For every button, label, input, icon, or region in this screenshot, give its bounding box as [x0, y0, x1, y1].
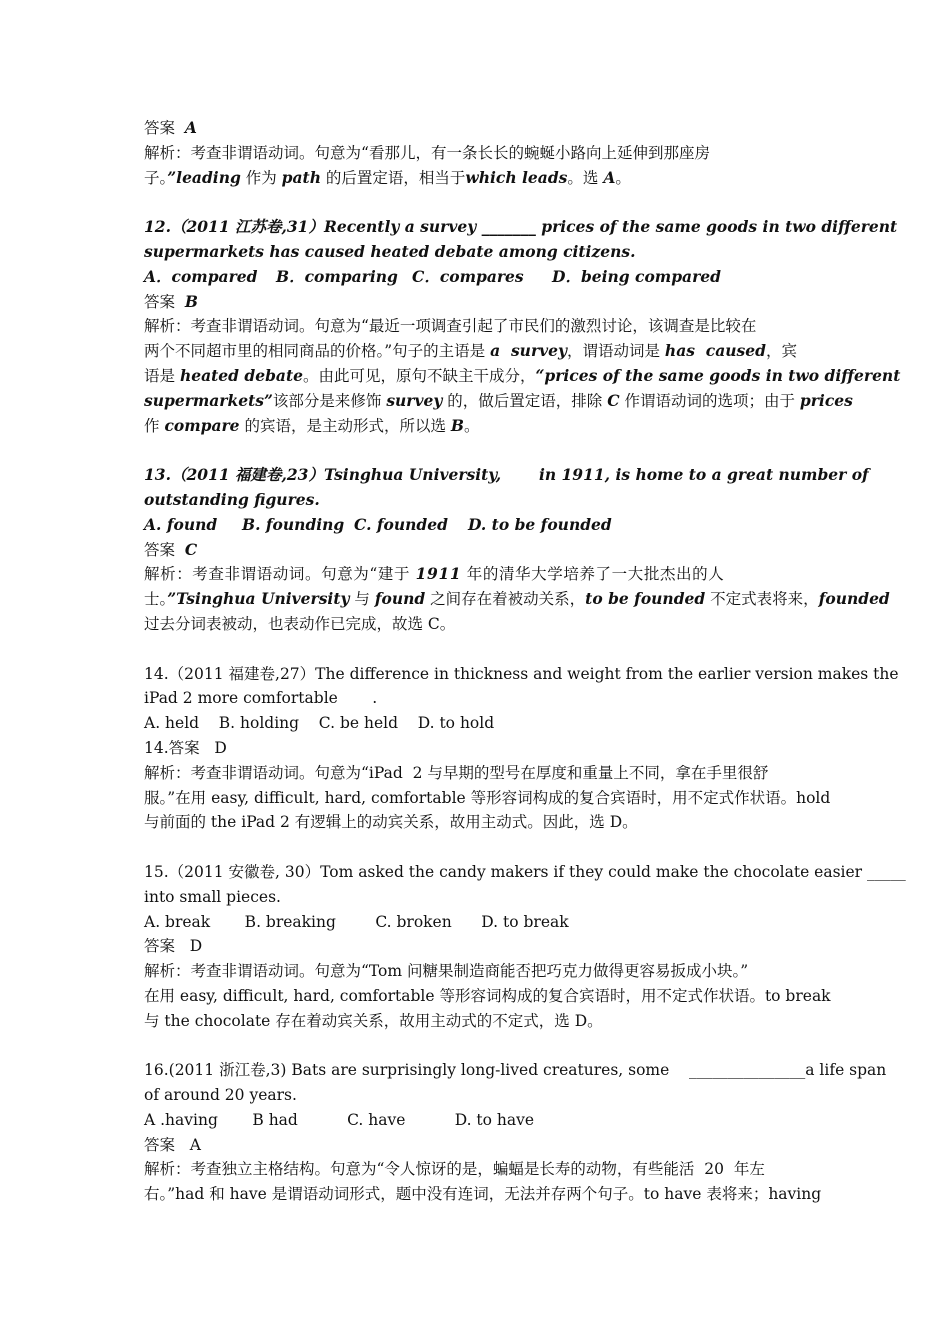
question-stem: outstanding figures.: [144, 489, 320, 509]
analysis-line: 过去分词表被动，也表动作已完成，故选 C。: [144, 614, 456, 633]
options-line: A. held B. holding C. be held D. to hold: [144, 714, 495, 733]
analysis-line: 作 compare 的宾语，是主动形式，所以选 B。: [144, 415, 480, 435]
analysis-line: 在用 easy, difficult, hard, comfortable 等形容词构成的复合宾语时，用不定式作状语。to break: [144, 986, 831, 1005]
question-stem: supermarkets has caused heated debate among citizens.: [144, 241, 636, 261]
analysis-line: 语是 heated debate。由此可见，原句不缺主干成分，“prices of the same goods in two different: [144, 365, 901, 385]
analysis-line: 子。”leading 作为 path 的后置定语，相当于which leads。选 A。: [144, 167, 631, 187]
analysis-line: 右。”had 和 have 是谓语动词形式，题中没有连词，无法并存两个句子。to have 表将来；having: [144, 1185, 822, 1204]
answer-line: 答案 A: [144, 118, 197, 137]
analysis-line: 士。”Tsinghua University 与 found 之间存在着被动关系，to be founded 不定式表将来，founded: [144, 589, 890, 609]
analysis-line: 解析：考查非谓语动词。句意为“看那儿，有一条长长的蜿蜒小路向上延伸到那座房: [144, 143, 710, 162]
question-stem: 12.（2011 江苏卷,31）Recently a survey _______ prices of the same goods in two different: [144, 217, 898, 237]
analysis-line: 与 the chocolate 存在着动宾关系，故用主动式的不定式，选 D。: [144, 1011, 603, 1030]
analysis-line: 服。”在用 easy, difficult, hard, comfortable 等形容词构成的复合宾语时，用不定式作状语。hold: [144, 788, 831, 807]
question-stem: 13.（2011 福建卷,23）Tsinghua University, in 1911, is home to a great number of: [144, 465, 869, 485]
analysis-line: 解析：考查非谓语动词。句意为“建于 1911 年的清华大学培养了一大批杰出的人: [144, 564, 725, 584]
question-stem: iPad 2 more comfortable .: [144, 689, 378, 708]
options-line: A. break B. breaking C. broken D. to break: [144, 912, 569, 931]
analysis-line: 解析：考查非谓语动词。句意为“最近一项调查引起了市民们的激烈讨论，该调查是比较在: [144, 317, 757, 336]
analysis-line: 与前面的 the iPad 2 有逻辑上的动宾关系，故用主动式。因此，选 D。: [144, 813, 638, 832]
answer-line: 答案 C: [144, 539, 198, 559]
analysis-line: 解析：考查非谓语动词。句意为“iPad 2 与早期的型号在厚度和重量上不同，拿在手里很舒: [144, 763, 769, 782]
analysis-line: 两个不同超市里的相同商品的价格。”句子的主语是 a survey，谓语动词是 has caused，宾: [144, 341, 797, 361]
analysis-line: 解析：考查独立主格结构。句意为“令人惊讶的是，蝙蝠是长寿的动物，有些能活 20 年左: [144, 1160, 765, 1179]
question-stem: of around 20 years.: [144, 1086, 297, 1105]
answer-line: 答案 A: [144, 1135, 201, 1154]
question-stem: into small pieces.: [144, 887, 281, 906]
options-line: A. found B. founding C. founded D. to be founded: [144, 514, 612, 534]
answer-line: 14.答案 D: [144, 738, 227, 757]
options-line: A .having B had C. have D. to have: [144, 1110, 535, 1129]
options-line: A．compared B．comparing C．compares D．being compared: [144, 266, 721, 286]
question-stem: 16.(2011 浙江卷,3) Bats are surprisingly long-lived creatures, some _______________a life span: [144, 1061, 887, 1080]
question-stem: 14.（2011 福建卷,27）The difference in thickness and weight from the earlier version makes the: [144, 664, 899, 683]
answer-line: 答案 D: [144, 937, 203, 956]
analysis-line: 解析：考查非谓语动词。句意为“Tom 问糖果制造商能否把巧克力做得更容易扳成小块。”: [144, 962, 749, 981]
document-page: [144, 116, 906, 1207]
analysis-line: supermarkets”该部分是来修饰 survey 的，做后置定语，排除 C 作谓语动词的选项；由于 prices: [144, 390, 853, 410]
answer-line: 答案 B: [144, 291, 198, 311]
question-stem: 15.（2011 安徽卷, 30）Tom asked the candy makers if they could make the chocolate easier _____: [144, 862, 906, 881]
